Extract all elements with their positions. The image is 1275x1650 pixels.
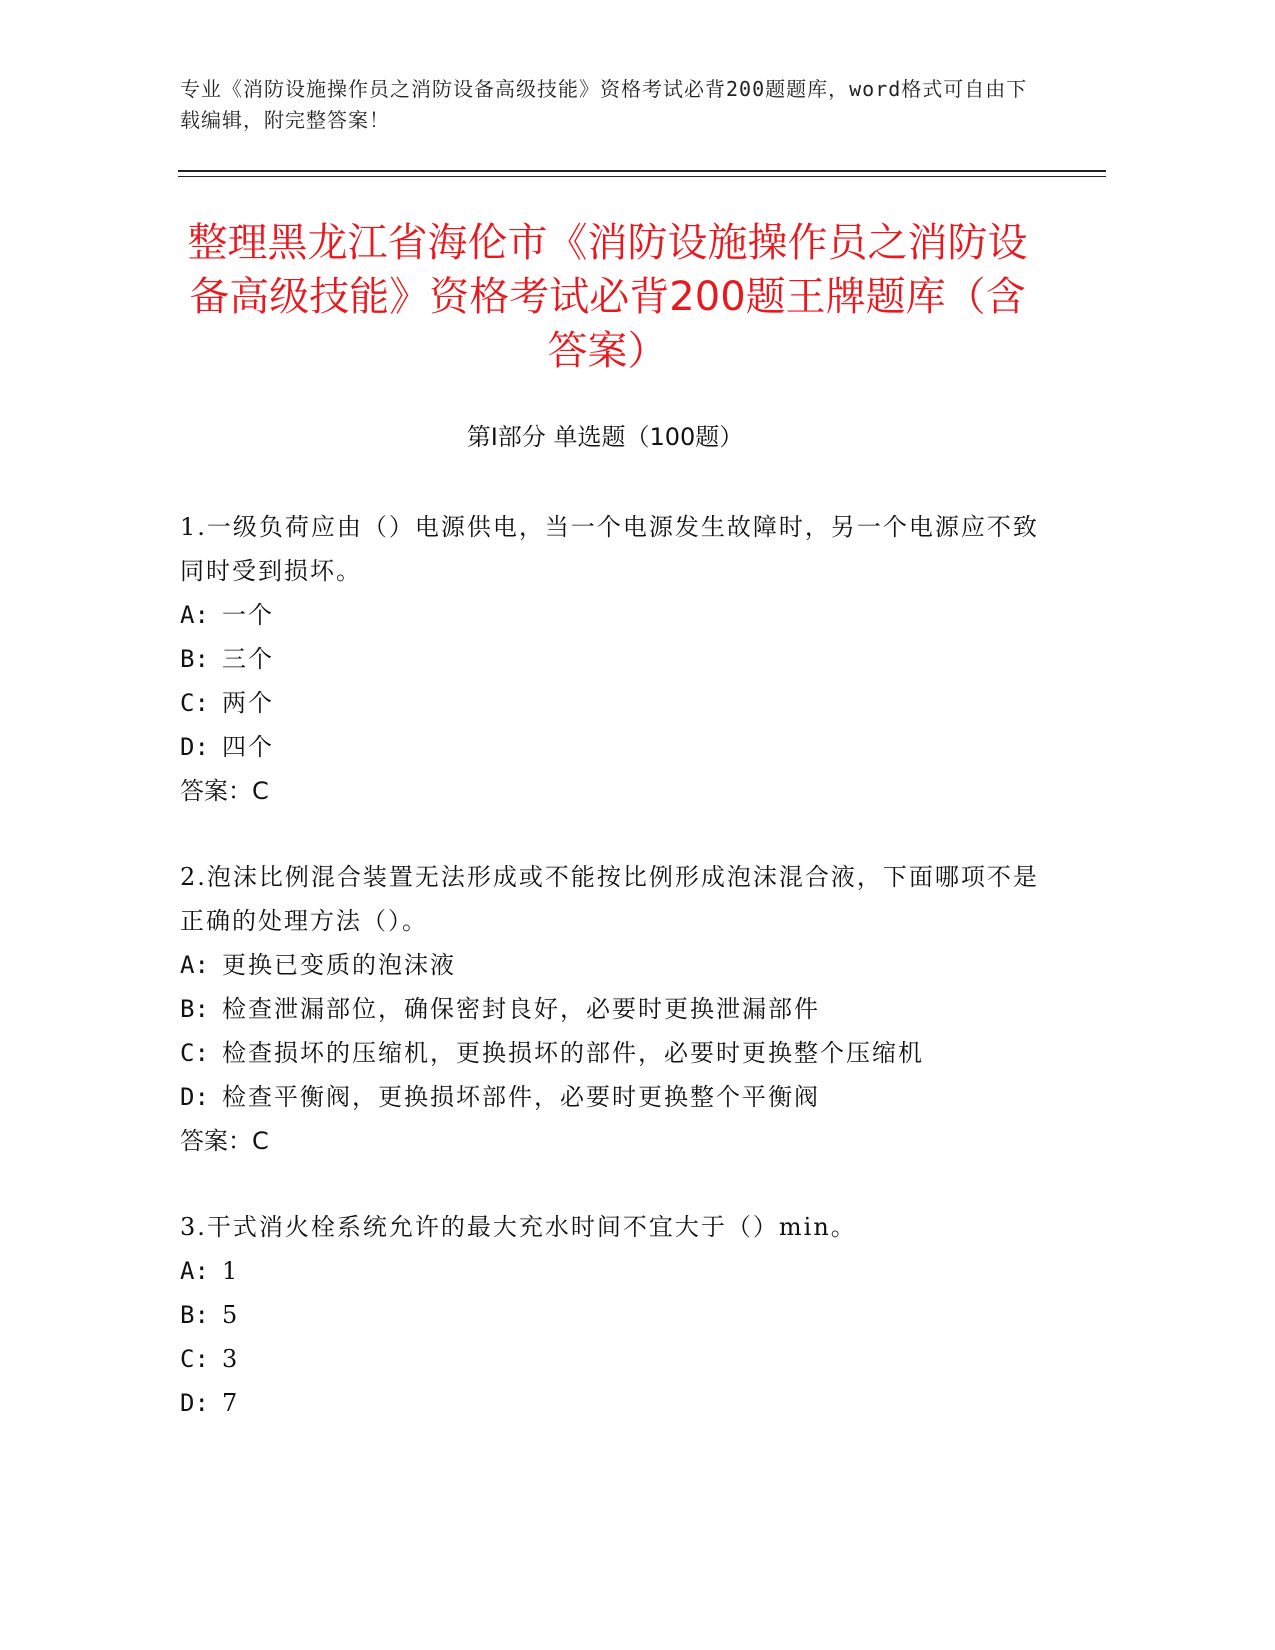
option-b	[180, 987, 1040, 1031]
question-2	[180, 855, 1040, 1163]
option-c	[180, 1337, 1040, 1381]
option-letter: D:	[180, 1083, 209, 1111]
option-text: 更换已变质的泡沫液	[222, 951, 456, 979]
option-a	[180, 593, 1040, 637]
option-text: 检查平衡阀，更换损坏部件，必要时更换整个平衡阀	[222, 1083, 820, 1111]
option-text: 检查损坏的压缩机，更换损坏的部件，必要时更换整个压缩机	[222, 1039, 924, 1067]
option-text: 四个	[222, 733, 274, 761]
question-1	[180, 505, 1040, 813]
option-letter: A:	[180, 1257, 209, 1285]
header-note: 专业《消防设施操作员之消防设备高级技能》资格考试必背200题题库，word格式可自由下载编辑，附完整答案！	[180, 77, 1028, 132]
header-rule-thin	[178, 176, 1106, 177]
question-3	[180, 1205, 1040, 1425]
option-a	[180, 943, 1040, 987]
option-letter: A:	[180, 951, 209, 979]
option-b	[180, 637, 1040, 681]
option-letter: B:	[180, 995, 209, 1023]
section-title: 第Ⅰ部分 单选题（100题）	[466, 423, 744, 451]
option-d	[180, 1075, 1040, 1119]
option-d	[180, 725, 1040, 769]
option-text: 3	[222, 1345, 240, 1373]
option-a	[180, 1249, 1040, 1293]
option-letter: A:	[180, 601, 209, 629]
document-title: 整理黑龙江省海伦市《消防设施操作员之消防设备高级技能》资格考试必背200题王牌题库（含答案）	[187, 220, 1028, 374]
option-d	[180, 1381, 1040, 1425]
question-stem: 1.一级负荷应由（）电源供电，当一个电源发生故障时，另一个电源应不致同时受到损坏。	[180, 513, 1039, 585]
option-text: 三个	[222, 645, 274, 673]
option-letter: C:	[180, 689, 209, 717]
option-text: 一个	[222, 601, 274, 629]
option-text: 1	[222, 1257, 240, 1285]
option-text: 检查泄漏部位，确保密封良好，必要时更换泄漏部件	[222, 995, 820, 1023]
option-letter: C:	[180, 1345, 209, 1373]
option-b	[180, 1293, 1040, 1337]
answer-line: 答案：C	[180, 777, 269, 805]
option-letter: C:	[180, 1039, 209, 1067]
option-letter: D:	[180, 1389, 209, 1417]
option-text: 7	[222, 1389, 240, 1417]
question-list	[180, 505, 1040, 1425]
option-c	[180, 681, 1040, 725]
header-rule-thick	[178, 170, 1106, 172]
option-c	[180, 1031, 1040, 1075]
option-text: 两个	[222, 689, 274, 717]
option-letter: B:	[180, 645, 209, 673]
option-letter: B:	[180, 1301, 209, 1329]
option-text: 5	[222, 1301, 240, 1329]
answer-line: 答案：C	[180, 1127, 269, 1155]
question-stem: 2.泡沫比例混合装置无法形成或不能按比例形成泡沫混合液，下面哪项不是正确的处理方法（）。	[180, 863, 1039, 935]
option-letter: D:	[180, 733, 209, 761]
question-stem: 3.干式消火栓系统允许的最大充水时间不宜大于（）min。	[180, 1213, 857, 1241]
